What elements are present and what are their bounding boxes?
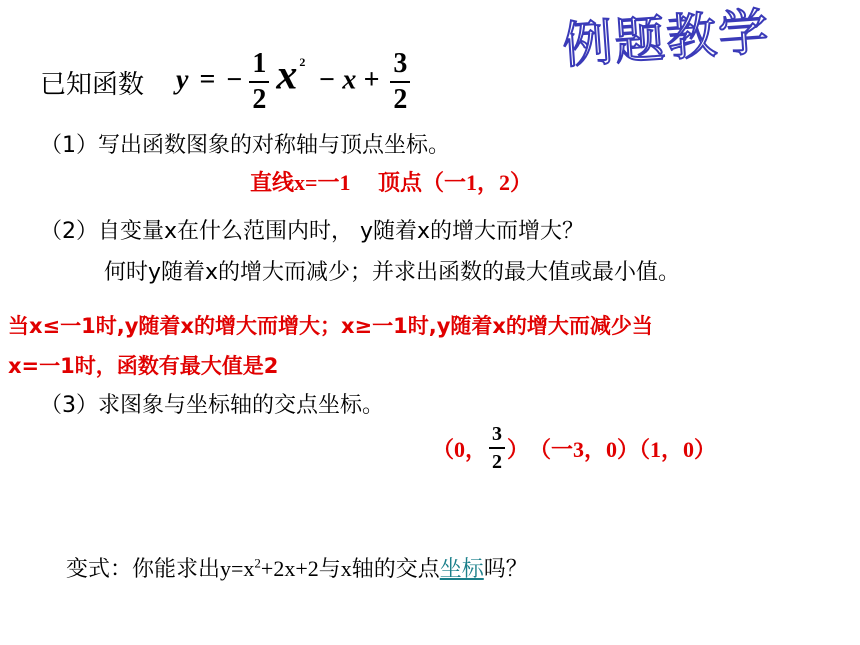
fraction-numerator: 3 xyxy=(489,424,505,449)
formula-minus: − xyxy=(226,64,243,96)
slide-title: 例题教学 xyxy=(560,2,773,75)
fraction-denominator: 2 xyxy=(393,84,408,115)
question-1: （1）写出函数图象的对称轴与顶点坐标。 xyxy=(40,133,450,158)
formula-eq: = xyxy=(199,64,216,96)
formula-x: x xyxy=(276,52,298,99)
question-2-line-2: 何时y随着x的增大而减少；并求出函数的最大值或最小值。 xyxy=(104,260,681,285)
question-2-line-1: （2）自变量x在什么范围内时， y随着x的增大而增大？ xyxy=(40,219,585,244)
fraction-denominator: 2 xyxy=(492,451,503,473)
variant-question xyxy=(66,552,528,583)
formula-middle: − x + xyxy=(318,64,380,96)
answer-3-point-1-open: （0， xyxy=(432,436,488,462)
function-definition xyxy=(40,50,410,114)
answer-3-other-points: （一3，0）（1，0） xyxy=(529,436,717,462)
function-formula xyxy=(176,50,410,114)
fraction-denominator: 2 xyxy=(252,84,267,115)
fraction-numerator: 1 xyxy=(249,50,269,83)
variant-suffix: 吗？ xyxy=(483,557,528,582)
variant-exponent: 2 xyxy=(254,555,261,571)
fraction-numerator: 3 xyxy=(390,50,410,83)
question-3: （3）求图象与坐标轴的交点坐标。 xyxy=(40,393,384,418)
formula-exponent: 2 xyxy=(299,55,306,70)
variant-prefix: 变式：你能求出y=x xyxy=(66,556,255,581)
answer-3 xyxy=(432,424,716,472)
formula-lhs: y xyxy=(176,64,189,96)
answer-2-line-2: x=一1时，函数有最大值是2 xyxy=(8,354,279,378)
answer-3-fraction xyxy=(489,424,505,472)
formula-fraction-half xyxy=(249,50,269,114)
variant-middle: +2x+2与x轴的交点 xyxy=(260,556,440,581)
coordinate-link[interactable]: 坐标 xyxy=(439,557,484,582)
formula-fraction-three-halves xyxy=(390,50,410,114)
answer-2-line-1: 当x≤一1时,y随着x的增大而增大；x≥一1时,y随着x的增大而减少当 xyxy=(8,314,653,338)
answer-3-point-1-close: ） xyxy=(507,436,530,462)
intro-label: 已知函数 xyxy=(40,69,145,100)
answer-1: 直线x=一1 顶点（一1，2） xyxy=(250,170,533,195)
